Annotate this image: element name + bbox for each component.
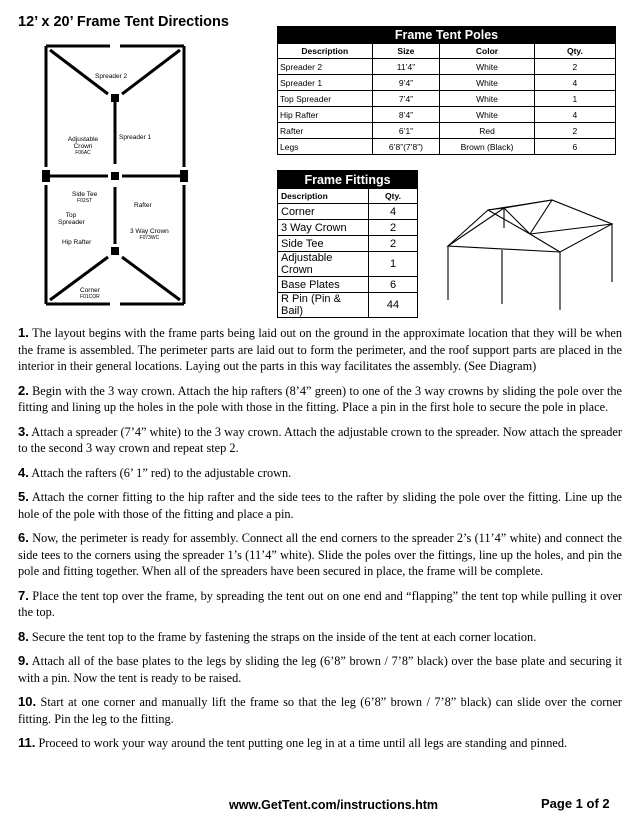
step-number: 11. — [18, 735, 36, 750]
step-number: 8. — [18, 628, 29, 644]
label-spreader-2: Spreader 2 — [95, 73, 128, 80]
frame-fittings-table — [277, 170, 418, 318]
poles-header-color: Color — [440, 44, 535, 59]
label-top-spreader: Top Spreader — [58, 212, 85, 226]
label-rafter: Rafter — [134, 202, 152, 209]
step-text: Now, the perimeter is ready for assembly. Connect all the end corners to the spreader 2’s (11’4” white) and connect the side tees to the corners using the spreader 1’s (11’4” white). Slide the poles over the fittings, line up the holes, and pin the pole and fitting together. When all of the spreaders have been secured in place, the frame will be complete. — [18, 531, 623, 578]
step-number: 1. — [18, 325, 29, 340]
table-row — [278, 91, 616, 107]
instruction-step — [18, 653, 622, 686]
assembly-instructions — [18, 325, 622, 760]
table-row — [278, 204, 418, 220]
pole-color: Red — [440, 123, 535, 139]
layout-diagram — [40, 42, 190, 312]
label-3-way-crown — [130, 228, 169, 242]
side-tee-code: F02ST — [77, 198, 93, 204]
instruction-step — [18, 530, 622, 580]
pole-description: Legs — [278, 139, 373, 155]
fitting-description: Adjustable Crown — [278, 252, 369, 277]
poles-header-description: Description — [278, 44, 373, 59]
step-text: Start at one corner and manually lift the frame so that the leg (6’8” brown / 7’8” black) can slide over the corner fitting. Pin the leg to the fitting. — [18, 695, 623, 726]
fittings-header-qty: Qty. — [369, 189, 418, 204]
table-row — [278, 139, 616, 155]
step-text: The layout begins with the frame parts being laid out on the ground in the approximate location that they will be when the frame is assembled. The perimeter parts are laid out to form the perimeter, and the roof support parts are placed in the interior in their general locations. Laying out the parts in this way facilitates the assembly. (See Diagram) — [18, 326, 622, 373]
step-text: Place the tent top over the frame, by spreading the tent out on one end and “flapping” the tent top while pulling it over the top. — [18, 588, 622, 619]
step-number: 7. — [18, 587, 29, 603]
fitting-qty: 2 — [369, 220, 418, 236]
pole-qty: 2 — [534, 123, 615, 139]
pole-size: 7’4” — [372, 91, 440, 107]
table-row — [278, 277, 418, 293]
fitting-qty: 6 — [369, 277, 418, 293]
pole-size: 6’1” — [372, 123, 440, 139]
corner-text: Corner — [80, 287, 100, 294]
instruction-step — [18, 465, 622, 482]
page-number: Page 1 of 2 — [541, 796, 610, 811]
poles-header-qty: Qty. — [534, 44, 615, 59]
pole-size: 8’4” — [372, 107, 440, 123]
step-text: Proceed to work your way around the tent putting one leg in at a time until all legs are standing and pinned. — [38, 736, 568, 750]
side-tee-text: Side Tee — [72, 191, 98, 198]
fitting-qty: 4 — [369, 204, 418, 220]
fitting-description: 3 Way Crown — [278, 220, 369, 236]
table-row — [278, 59, 616, 75]
fitting-description: R Pin (Pin & Bail) — [278, 293, 369, 318]
step-number: 3. — [18, 423, 29, 439]
adjustable-crown-code: F06AC — [75, 150, 91, 156]
poles-header-size: Size — [372, 44, 440, 59]
pole-size: 9’4” — [372, 75, 440, 91]
table-row — [278, 236, 418, 252]
tent-frame-illustration — [442, 190, 627, 312]
poles-caption: Frame Tent Poles — [278, 27, 616, 44]
pole-qty: 4 — [534, 75, 615, 91]
step-text: Attach the corner fitting to the hip rafter and the side tees to the rafter by sliding the pole over the fitting. Line up the hole of the pole with those of the fitting and place a pin. — [18, 490, 622, 521]
pole-description: Hip Rafter — [278, 107, 373, 123]
pole-description: Top Spreader — [278, 91, 373, 107]
pole-qty: 1 — [534, 91, 615, 107]
label-spreader-1: Spreader 1 — [119, 134, 152, 141]
step-text: Secure the tent top to the frame by fastening the straps on the inside of the tent at each corner location. — [31, 629, 537, 644]
fittings-header-description: Description — [278, 189, 369, 204]
pole-description: Rafter — [278, 123, 373, 139]
instruction-step — [18, 489, 622, 522]
step-number: 9. — [18, 653, 29, 668]
pole-size: 6’8”(7’8”) — [372, 139, 440, 155]
frame-layout-drawing — [40, 42, 190, 312]
table-row — [278, 75, 616, 91]
pole-qty: 2 — [534, 59, 615, 75]
step-number: 10. — [18, 694, 37, 709]
fitting-description: Base Plates — [278, 277, 369, 293]
pole-color: Brown (Black) — [440, 139, 535, 155]
pole-qty: 6 — [534, 139, 615, 155]
instruction-step — [18, 735, 622, 752]
step-number: 2. — [18, 382, 29, 398]
step-text: Begin with the 3 way crown. Attach the hip rafters (8’4” green) to one of the 3 way crowns by sliding the pole over the fitting and lining up the holes in the pole with those in the fitting. Place a pin in the first hole to secure the pole in place. — [18, 383, 622, 414]
pole-color: White — [440, 75, 535, 91]
three-way-crown-text: 3 Way Crown — [130, 228, 169, 235]
label-corner — [80, 287, 100, 301]
table-row — [278, 293, 418, 318]
instruction-step — [18, 694, 622, 727]
fitting-description: Corner — [278, 204, 369, 220]
pole-size: 11’4” — [372, 59, 440, 75]
instruction-step — [18, 424, 622, 457]
table-row — [278, 252, 418, 277]
table-row — [278, 107, 616, 123]
pole-description: Spreader 1 — [278, 75, 373, 91]
label-side-tee — [72, 191, 97, 205]
table-row — [278, 220, 418, 236]
label-adjustable-crown — [60, 136, 106, 157]
corner-code: F01COR — [80, 294, 100, 300]
instruction-step — [18, 325, 622, 375]
step-text: Attach a spreader (7’4” white) to the 3 way crown. Attach the adjustable crown to the spreader. Now attach the spreader to the second 3 way crown and repeat step 2. — [18, 424, 622, 455]
instruction-step — [18, 629, 622, 646]
step-number: 6. — [18, 530, 29, 545]
fittings-caption: Frame Fittings — [278, 171, 418, 189]
pole-color: White — [440, 59, 535, 75]
pole-color: White — [440, 91, 535, 107]
instruction-step — [18, 383, 622, 416]
pole-color: White — [440, 107, 535, 123]
fitting-qty: 1 — [369, 252, 418, 277]
page-title: 12’ x 20’ Frame Tent Directions — [18, 14, 229, 30]
fitting-qty: 2 — [369, 236, 418, 252]
frame-tent-poles-table — [277, 26, 616, 155]
adjustable-crown-text: Adjustable Crown — [67, 136, 99, 150]
pole-description: Spreader 2 — [278, 59, 373, 75]
instruction-step — [18, 588, 622, 621]
fitting-qty: 44 — [369, 293, 418, 318]
pole-qty: 4 — [534, 107, 615, 123]
step-number: 4. — [18, 464, 29, 480]
step-text: Attach all of the base plates to the legs by sliding the leg (6’8” brown / 7’8” black) over the base plate and securing it with a pin. Now the tent is ready to be raised. — [18, 654, 622, 685]
table-row — [278, 123, 616, 139]
footer-url: www.GetTent.com/instructions.htm — [229, 798, 439, 812]
label-hip-rafter: Hip Rafter — [62, 239, 92, 246]
fitting-description: Side Tee — [278, 236, 369, 252]
three-way-crown-code: F073WC — [139, 235, 160, 241]
step-text: Attach the rafters (6’ 1” red) to the adjustable crown. — [31, 465, 292, 480]
step-number: 5. — [18, 489, 29, 504]
